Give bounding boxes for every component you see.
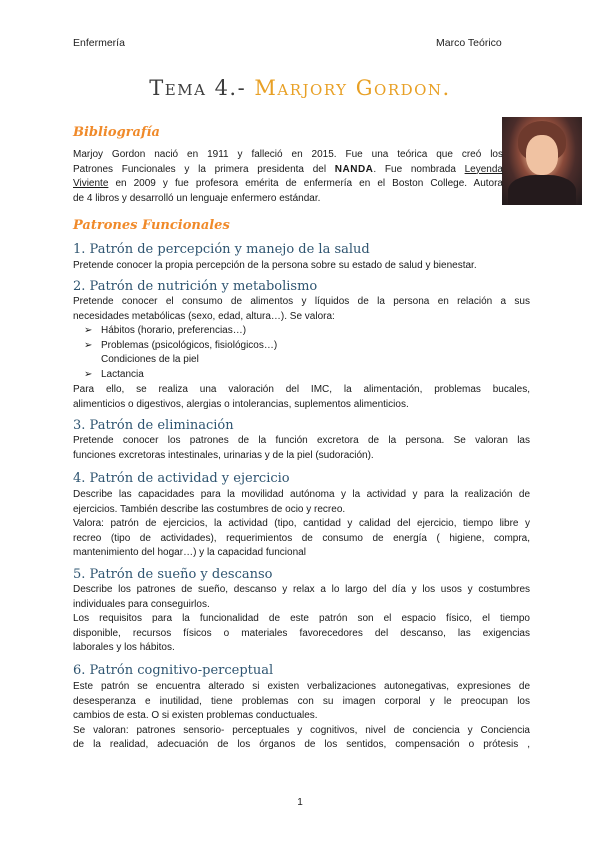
pattern-5-text: Describe los patrones de sueño, descanso y relax a lo largo del día y los usos y costumbres individuales para conseguirlos. Los requisitos para la funcionalidad de este patrón son el espacio físico, el tiempo disponible, recursos físicos o materiales favorecedores del descanso, las exigencias laborales y los hábitos.: [73, 584, 530, 654]
pattern-2-text: Pretende conocer el consumo de alimentos y líquidos de la persona en relación a sus necesidades metabólicas (sexo, edad, altura…). Se valora:: [73, 296, 530, 322]
pattern-1-title: 1. Patrón de percepción y manejo de la salud: [73, 242, 370, 257]
title-part1: Tema 4.-: [149, 76, 255, 100]
bibliografia-heading: Bibliografía: [73, 125, 160, 140]
header-left: Enfermería: [73, 37, 125, 49]
leyenda-text: Leyenda: [464, 163, 503, 175]
pattern-2-after: Para ello, se realiza una valoración del IMC, la alimentación, problemas bucales, alimenticios o digestivos, alergias o intolerancias, suplementos alimenticios.: [73, 384, 530, 410]
bibliografia-text: [73, 148, 503, 206]
arrow-bullet-icon: ➢: [84, 339, 93, 351]
page-number: 1: [297, 797, 303, 808]
pattern-4-title: 4. Patrón de actividad y ejercicio: [73, 471, 290, 486]
bio-line-4: de 4 libros y desarrolló un lenguaje enfermero estándar.: [73, 192, 321, 204]
pattern-4-text: Describe las capacidades para la movilidad autónoma y la actividad y para la realización de ejercicios. También describe las costumbres de ocio y recreo. Valora: patrón de ejercicios, la actividad (tipo, cantidad y calidad del ejercicio, tiempo libre y recreo (tipo de actividades), requerimientos de consumo de energía ( higiene, compra, mantenimiento del hogar…) y la capacidad funcional: [73, 489, 530, 559]
patrones-heading: Patrones Funcionales: [73, 218, 230, 233]
marjory-gordon-photo: [502, 117, 582, 205]
bio-line-3: Viviente en 2009 y fue profesora emérita de enfermería en el Boston College. Autora: [73, 178, 503, 190]
arrow-bullet-icon: ➢: [84, 368, 93, 380]
header-right: Marco Teórico: [436, 37, 502, 49]
bio-line-1: Marjoy Gordon nació en 1911 y falleció en 2015. Fue una teórica que creó los: [73, 149, 503, 160]
pattern-6-title: 6. Patrón cognitivo-perceptual: [73, 663, 274, 678]
bio-line-2: Patrones Funcionales y la primera presidenta del NANDA. Fue nombrada Leyenda: [73, 163, 503, 175]
list-item: ➢ Lactancia: [84, 368, 277, 383]
title-part2: Marjory Gordon.: [254, 76, 451, 100]
pattern-2-title: 2. Patrón de nutrición y metabolismo: [73, 279, 318, 294]
list-item: ➢ Hábitos (horario, preferencias…): [84, 324, 277, 339]
pattern-3-title: 3. Patrón de eliminación: [73, 418, 234, 433]
pattern-3-text: Pretende conocer los patrones de la función excretora de la persona. Se valoran las funciones excretoras intestinales, urinarias y de la piel (sudoración).: [73, 435, 530, 461]
list-item: ➢ Problemas (psicológicos, fisiológicos…): [84, 339, 277, 354]
viviente-text: Viviente: [73, 178, 109, 190]
page-title: [0, 76, 600, 100]
list-item: Condiciones de la piel: [101, 354, 199, 366]
nanda-text: NANDA: [334, 163, 374, 175]
pattern-6-text: Este patrón se encuentra alterado si existen verbalizaciones autonegativas, expresiones de desesperanza e inutilidad, tiene problemas con su imagen corporal y le preocupan los cambios de esta. O si existen problemas conductuales. Se valoran: patrones sensorio- perceptuales y cognitivos, nivel de conciencia y Conciencia de la realidad, adecuación de los órganos de los sentidos, compensación o prótesis ,: [73, 681, 530, 751]
pattern-5-title: 5. Patrón de sueño y descanso: [73, 567, 273, 582]
pattern-1-text: Pretende conocer la propia percepción de la persona sobre su estado de salud y bienestar.: [73, 260, 477, 271]
arrow-bullet-icon: ➢: [84, 325, 93, 336]
pattern-2-bullets: [84, 324, 277, 382]
